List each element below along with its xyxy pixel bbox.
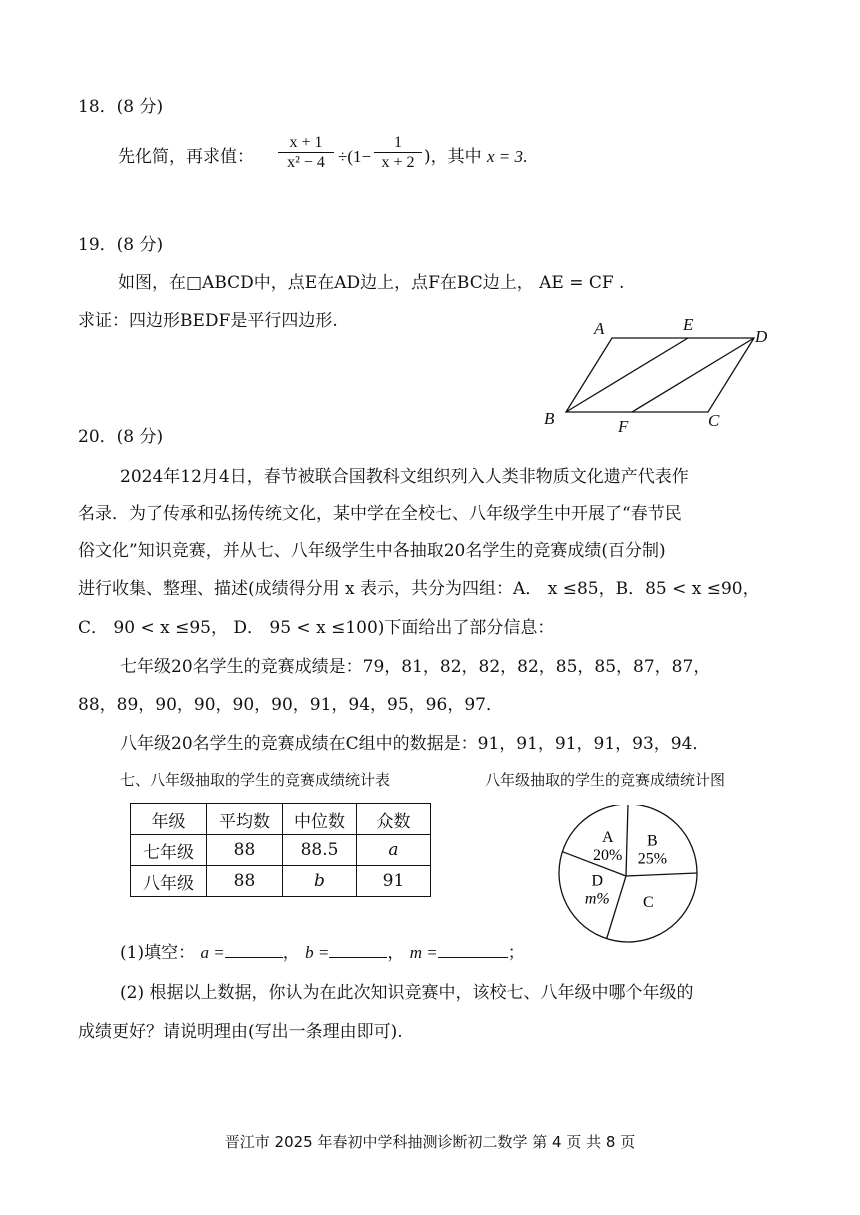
table-row [131, 866, 431, 897]
q18-close: )，其中 [424, 147, 482, 167]
grade7-scores-line-2: 88，89，90，90，90，90，91，94，95，96，97． [78, 695, 503, 715]
q18-frac1-numerator: x + 1 [278, 134, 334, 153]
segment-be [566, 338, 688, 412]
q18-frac1-denominator: x² − 4 [287, 154, 325, 171]
fill-m-blank[interactable] [438, 942, 508, 958]
parallelogram-outline [566, 338, 754, 412]
pie-label-c: C [642, 893, 654, 911]
q19-line2: 求证：四边形BEDF是平行四边形. [78, 311, 338, 331]
table-cell: 88.5 [283, 835, 357, 866]
q18-frac2-denominator: x + 2 [381, 154, 415, 171]
table-header-cell: 中位数 [283, 804, 357, 835]
pie-slice-c-boundary [626, 873, 697, 876]
pie-slice-b-boundary [626, 805, 628, 876]
table-header-cell: 平均数 [207, 804, 283, 835]
q18-frac2-numerator: 1 [374, 134, 422, 153]
q18-fraction-2 [374, 134, 422, 173]
label-e: E [683, 315, 694, 334]
label-f: F [618, 417, 629, 436]
part2-line-1: (2) 根据以上数据，你认为在此次知识竞赛中，该校七、八年级中哪个年级的 [120, 983, 694, 1003]
pie-chart-title: 八年级抽取的学生的竞赛成绩统计图 [485, 771, 726, 789]
fill-m-label: m = [409, 943, 438, 962]
fill-a-blank[interactable] [225, 942, 283, 958]
pie-value-b: 25% [637, 850, 668, 868]
table-header-cell: 众数 [357, 804, 431, 835]
table-title: 七、八年级抽取的学生的竞赛成绩统计表 [120, 771, 391, 789]
stats-table [130, 803, 431, 897]
pie-chart [548, 805, 708, 945]
table-cell: a [357, 835, 431, 866]
table-header-row [131, 804, 431, 835]
pie-label-b: B [647, 832, 658, 850]
q19-header: 19．(8 分) [78, 235, 164, 255]
q19-line1: 如图，在□ABCD中，点E在AD边上，点F在BC边上， AE = CF . [118, 273, 625, 293]
q18-divide: ÷(1− [338, 147, 372, 166]
q18-condition-text: x = 3 [487, 147, 524, 166]
q20-para-line-4: 进行收集、整理、描述(成绩得分用 x 表示，共分为四组：A． x ≤85，B．85 < x ≤90， [78, 579, 760, 599]
fill-in-line: (1)填空： a = ， b = ， m = ； [120, 943, 525, 963]
q18-fraction-1 [278, 134, 334, 173]
fill-a-label: a = [200, 943, 225, 962]
fill-end: ； [507, 943, 525, 963]
fill-label: (1)填空： [120, 943, 196, 963]
table-row [131, 835, 431, 866]
pie-label-d: D [591, 872, 604, 890]
label-c: C [708, 411, 720, 430]
table-cell: 七年级 [131, 835, 207, 866]
segment-fd [632, 338, 754, 412]
q20-para-line-3: 俗文化”知识竞赛，并从七、八年级学生中各抽取20名学生的竞赛成绩(百分制) [78, 541, 666, 561]
table-cell: 88 [207, 866, 283, 897]
table-cell: 88 [207, 835, 283, 866]
grade8-c-group-line: 八年级20名学生的竞赛成绩在C组中的数据是：91，91，91，91，93，94． [120, 734, 710, 754]
q18-header: 18．(8 分) [78, 97, 164, 117]
page-footer: 晋江市 2025 年春初中学科抽测诊断初二数学 第 4 页 共 8 页 [224, 1133, 636, 1151]
q20-para-line-1: 2024年12月4日，春节被联合国教科文组织列入人类非物质文化遗产代表作 [120, 467, 689, 487]
label-a: A [594, 319, 605, 338]
table-cell: b [283, 866, 357, 897]
q18-prompt: 先化简，再求值： [118, 147, 254, 167]
pie-value-d: m% [584, 890, 610, 908]
table-cell: 八年级 [131, 866, 207, 897]
table-header-cell: 年级 [131, 804, 207, 835]
parallelogram-figure [530, 310, 790, 440]
grade7-scores-line-1: 七年级20名学生的竞赛成绩是：79，81，82，82，82，85，85，87，87， [120, 657, 711, 677]
pie-label-a: A [601, 829, 614, 847]
q20-para-line-2: 名录．为了传承和弘扬传统文化，某中学在全校七、八年级学生中开展了“春节民 [78, 504, 682, 524]
fill-b-label: b = [305, 943, 330, 962]
q20-header: 20．(8 分) [78, 427, 164, 447]
fill-b-blank[interactable] [329, 942, 387, 958]
q18-end: . [523, 147, 528, 166]
pie-value-a: 20% [593, 847, 623, 865]
part2-line-2: 成绩更好？请说明理由(写出一条理由即可). [78, 1022, 403, 1042]
label-d: D [755, 327, 768, 346]
q20-para-line-5: C． 90 < x ≤95， D． 95 < x ≤100)下面给出了部分信息： [78, 618, 555, 638]
table-cell: 91 [357, 866, 431, 897]
q18-condition [487, 146, 527, 168]
label-b: B [544, 409, 555, 428]
